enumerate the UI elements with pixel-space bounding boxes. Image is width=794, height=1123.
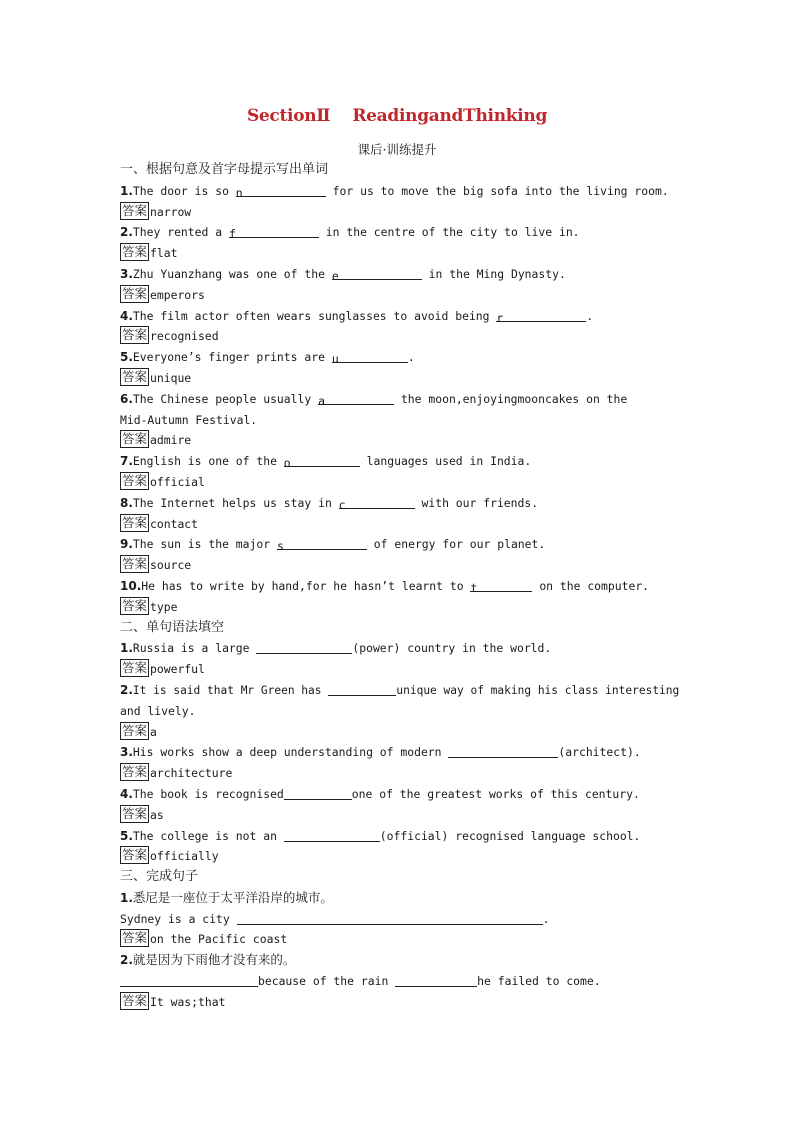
answer-tag: 答案 — [122, 202, 148, 218]
answer-tag: 答案 — [122, 992, 148, 1008]
page-subtitle: 课后·训练提升 — [357, 142, 437, 157]
answer-row — [120, 597, 680, 618]
answer-text: recognised — [150, 329, 219, 344]
question-row: 5.The college is not an (official) recognised language school. — [120, 828, 641, 843]
question-row: 3.His works show a deep understanding of modern (architect). — [120, 745, 641, 760]
answer-tag: 答案 — [122, 722, 148, 738]
answer-blank[interactable]: c — [339, 495, 415, 509]
answer-row — [120, 243, 680, 264]
english-sentence: Sydney is a city . — [120, 911, 550, 926]
answer-blank[interactable] — [448, 744, 558, 758]
answer-row — [120, 430, 680, 451]
answer-tag: 答案 — [122, 285, 148, 301]
question-number: 6. — [120, 391, 133, 406]
question-row: 10.He has to write by hand,for he hasn’t learnt to t on the computer. — [120, 578, 650, 595]
answer-text: on the Pacific coast — [150, 932, 288, 947]
answer-row — [120, 555, 680, 576]
answer-text: admire — [150, 433, 192, 448]
question-number: 2. — [120, 953, 133, 968]
answer-blank[interactable] — [256, 640, 352, 654]
answer-blank[interactable] — [284, 828, 380, 842]
answer-blank[interactable] — [328, 682, 396, 696]
answer-text: architecture — [150, 766, 233, 781]
answer-blank[interactable]: r — [496, 308, 586, 322]
answer-text: powerful — [150, 662, 205, 677]
question-row: 7.English is one of the o languages used in India. — [120, 454, 532, 471]
answer-tag: 答案 — [122, 764, 148, 780]
exercise-content — [120, 160, 680, 1013]
answer-text: official — [150, 474, 205, 489]
answer-text: narrow — [150, 204, 192, 219]
question-number: 5. — [120, 828, 133, 843]
english-sentence: because of the rain he failed to come. — [120, 971, 680, 992]
answer-row — [120, 326, 680, 347]
title-section: SectionⅡ — [246, 106, 331, 126]
question-number: 3. — [120, 266, 133, 281]
title-topic: ReadingandThinking — [352, 106, 548, 126]
answer-tag: 答案 — [122, 660, 148, 676]
question-row: 1.Russia is a large (power) country in the world. — [120, 641, 552, 656]
answer-row — [120, 202, 680, 223]
answer-row — [120, 514, 680, 535]
answer-row — [120, 763, 680, 784]
answer-tag: 答案 — [122, 597, 148, 613]
answer-blank[interactable] — [284, 786, 352, 800]
answer-blank[interactable]: f — [229, 224, 319, 238]
answer-text: as — [150, 807, 164, 822]
answer-blank[interactable] — [237, 911, 543, 925]
section-heading: 二、单句语法填空 — [120, 619, 225, 635]
question-continuation: Mid-Autumn Festival. — [120, 412, 258, 427]
answer-blank[interactable] — [120, 973, 258, 987]
question-row: 4.The film actor often wears sunglasses to avoid being r . — [120, 308, 594, 325]
answer-row — [120, 722, 680, 743]
section-heading: 一、根据句意及首字母提示写出单词 — [120, 162, 329, 177]
answer-row — [120, 992, 680, 1013]
section-heading: 三、完成句子 — [120, 869, 199, 885]
answer-text: unique — [150, 370, 192, 385]
question-row: 1.The door is so n for us to move the big sofa into the living room. — [120, 183, 669, 200]
question-continuation: and lively. — [120, 703, 196, 718]
answer-tag: 答案 — [122, 368, 148, 384]
question-number: 8. — [120, 495, 133, 510]
answer-row — [120, 659, 680, 680]
answer-tag: 答案 — [122, 244, 148, 260]
answer-text: It was;that — [150, 994, 226, 1009]
question-row: 5.Everyone’s finger prints are u . — [120, 350, 415, 367]
question-number: 1. — [120, 641, 133, 656]
answer-tag: 答案 — [122, 327, 148, 343]
question-row: 9.The sun is the major s of energy for our planet. — [120, 537, 546, 554]
question-row: 2.It is said that Mr Green has unique way of making his class interesting — [120, 682, 680, 697]
question-row — [120, 888, 680, 909]
answer-blank[interactable]: o — [284, 453, 360, 467]
answer-row — [120, 368, 680, 389]
question-row: 3.Zhu Yuanzhang was one of the e in the Ming Dynasty. — [120, 266, 566, 283]
answer-tag: 答案 — [122, 847, 148, 863]
answer-tag: 答案 — [122, 930, 148, 946]
answer-tag: 答案 — [122, 805, 148, 821]
question-number: 2. — [120, 225, 133, 240]
question-number: 3. — [120, 745, 133, 760]
answer-tag: 答案 — [122, 514, 148, 530]
question-number: 4. — [120, 786, 133, 801]
chinese-prompt: 就是因为下雨他才没有来的。 — [132, 952, 296, 968]
answer-row — [120, 929, 680, 950]
question-number: 10. — [120, 578, 142, 593]
answer-row — [120, 805, 680, 826]
question-number: 5. — [120, 350, 133, 365]
question-row: 8.The Internet helps us stay in c with our friends. — [120, 495, 539, 512]
page-title — [0, 106, 794, 126]
question-number: 1. — [120, 183, 133, 198]
answer-blank[interactable]: a — [318, 391, 394, 405]
chinese-prompt: 悉尼是一座位于太平洋沿岸的城市。 — [132, 889, 333, 905]
answer-text: contact — [150, 516, 199, 531]
answer-blank[interactable] — [395, 973, 477, 987]
answer-text: source — [150, 558, 192, 573]
answer-tag: 答案 — [122, 431, 148, 447]
answer-blank[interactable]: s — [277, 536, 367, 550]
question-number: 2. — [120, 682, 133, 697]
question-row: 4.The book is recognised one of the greatest works of this century. — [120, 786, 640, 801]
question-number: 9. — [120, 537, 133, 552]
answer-blank[interactable]: e — [332, 266, 422, 280]
question-row: 6.The Chinese people usually a the moon,enjoyingmooncakes on the — [120, 391, 628, 408]
answer-row — [120, 285, 680, 306]
question-row: 2.They rented a f in the centre of the city to live in. — [120, 225, 580, 242]
answer-text: emperors — [150, 287, 205, 302]
answer-tag: 答案 — [122, 472, 148, 488]
answer-text: type — [150, 599, 178, 614]
question-number: 1. — [120, 890, 133, 905]
answer-text: a — [150, 724, 157, 739]
question-row — [120, 950, 680, 971]
answer-row — [120, 846, 680, 867]
answer-text: flat — [150, 246, 178, 261]
answer-blank[interactable]: t — [470, 578, 532, 592]
question-number: 7. — [120, 454, 133, 469]
answer-blank[interactable]: u — [332, 349, 408, 363]
answer-tag: 答案 — [122, 556, 148, 572]
answer-text: officially — [150, 849, 219, 864]
answer-blank[interactable]: n — [236, 183, 326, 197]
answer-row — [120, 472, 680, 493]
question-number: 4. — [120, 308, 133, 323]
